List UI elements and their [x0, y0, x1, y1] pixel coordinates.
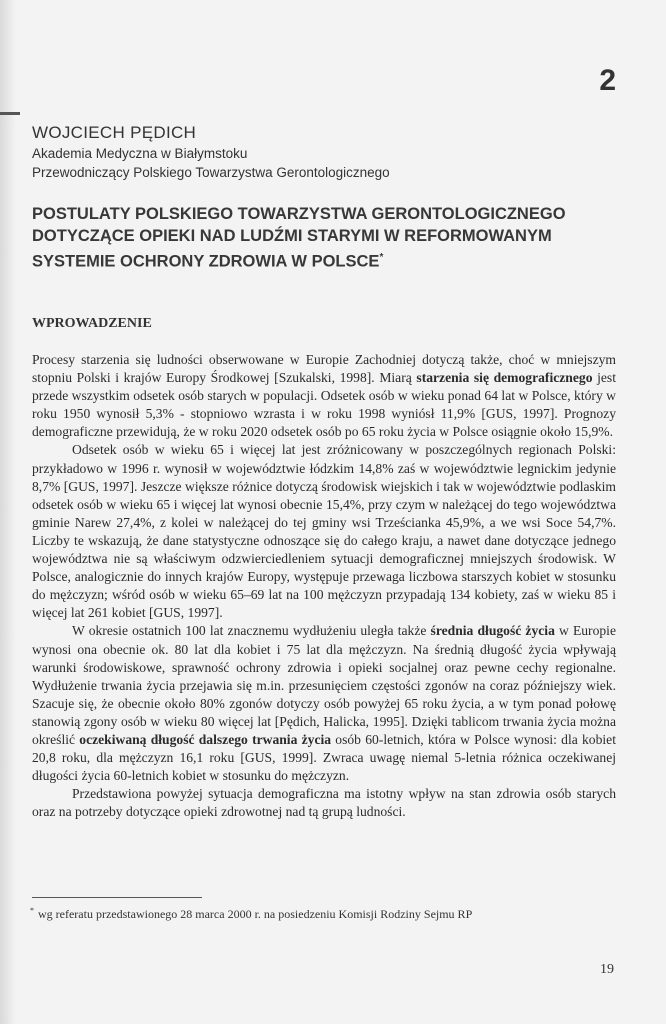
section-heading: WPROWADZENIE: [32, 316, 152, 331]
paragraph-3-text: W okresie ostatnich 100 lat znacznemu wydłużeniu uległa także: [72, 623, 431, 639]
paragraph-1-text-end: jest przede wszystkim odsetek osób starych w populacji. Odsetek osób w wieku ponad 64 lat w Polsce, który w roku 1950 wynosił 5,3% - stopniowo wzrasta i w roku 1998 wyniósł 11,9% [GUS, 1997]. Prognozy demograficzne przewidują, że w roku 2020 odsetek osób po 65 roku życia w Polsce osiągnie około 15,9%.: [32, 370, 616, 440]
paragraph-1-text: Procesy starzenia się ludności obserwowane w Europie Zachodniej dotyczą także, choć w mniejszym stopniu Polski i krajów Europy Środkowej [Szukalski, 1998]. Miarą: [32, 352, 616, 386]
paragraph-3-text-end: osób 60-letnich, która w Polsce wynosi: dla kobiet 20,8 roku, dla mężczyzn 16,1 roku [GUS, 1999]. Zwraca uwagę niemal 5-letnia różnica oczekiwanej długości życia 60-letnich kobiet w stosunku do mężczyzn.: [32, 731, 616, 784]
paragraph-3-emphasis-1: średnia długość życia: [430, 623, 555, 639]
paragraph-1: [32, 351, 616, 441]
chapter-number: 2: [599, 64, 616, 97]
affiliation-1: Akademia Medyczna w Białymstoku: [32, 146, 248, 161]
paragraph-3-text-mid: w Europie wynosi ona obecnie ok. 80 lat dla kobiet i 75 lat dla mężczyzn. Na średnią długość życia wpływają warunki środowiskowe, sprawność ochrony zdrowia i opieki socjalnej oraz pewne cechy regionalne. Wydłużenie trwania życia przejawia się m.in. przesunięciem częstości zgonów na coraz późniejszy wiek. Szacuje się, że obecnie około 80% zgonów dotyczy osób powyżej 65 roku życia, a w tym ponad połowę stanowią zgony osób w wieku 80 więcej lat [Pędich, Halicka, 1995]. Dzięki tablicom trwania życia można określić: [32, 623, 616, 747]
body-text: [32, 351, 616, 821]
paragraph-3: [32, 622, 616, 785]
paragraph-3-emphasis-2: oczekiwaną długość dalszego trwania życia: [79, 731, 332, 747]
paragraph-2: Odsetek osób w wieku 65 i więcej lat jest zróżnicowany w poszczególnych regionach Polski: przykładowo w 1996 r. wynosił w województwie łódzkim 14,8% zaś w województwie legnickim jedynie 8,7% [GUS, 1997]. Jeszcze większe różnice dotyczą środowisk wiejskich i tak w województwie podlaskim odsetek osób w wieku 65 i więcej lat wynosi obecnie 15,4%, przy czym w należącej do tego województwa gminie Narew 27,4%, z kolei w należącej do tej gminy wsi Trześcianka 45,9%, a we wsi Soce 54,7%. Liczby te wskazują, że dane statystyczne odnoszące się do całego kraju, a nawet dane dotyczące jednego województwa nie są właściwym odzwierciedleniem sytuacji demograficznej mniejszych środowisk. W Polsce, analogicznie do innych krajów Europy, występuje przewaga liczbowa starszych kobiet w stosunku do mężczyzn; wśród osób w wieku 65–69 lat na 100 mężczyzn przypadają 134 kobiety, zaś w wieku 85 i więcej lat 261 kobiet [GUS, 1997].: [32, 442, 616, 621]
paragraph-1-emphasis: starzenia się demograficznego: [416, 370, 593, 386]
page-number: 19: [600, 962, 614, 977]
title-footnote-marker: *: [379, 252, 384, 263]
footnote-text: wg referatu przedstawionego 28 marca 2000 r. na posiedzeniu Komisji Rodziny Sejmu RP: [38, 907, 473, 921]
article-title-text: POSTULATY POLSKIEGO TOWARZYSTWA GERONTOLOGICZNEGO DOTYCZĄCE OPIEKI NAD LUDŹMI STARYMI W REFORMOWANYM SYSTEMIE OCHRONY ZDROWIA W POLSCE: [32, 205, 566, 271]
footnote-marker: *: [30, 906, 34, 915]
page-edge-shadow: [0, 0, 16, 1024]
author-name: WOJCIECH PĘDICH: [32, 123, 197, 142]
article-title: [32, 203, 632, 273]
affiliation-2: Przewodniczący Polskiego Towarzystwa Gerontologicznego: [32, 165, 390, 180]
paragraph-4: Przedstawiona powyżej sytuacja demograficzna ma istotny wpływ na stan zdrowia osób starych oraz na potrzeby dotyczące opieki zdrowotnej nad tą grupą ludności.: [32, 786, 616, 820]
footnote: [30, 906, 472, 922]
margin-mark: [0, 112, 20, 115]
footnote-rule: [32, 897, 202, 898]
